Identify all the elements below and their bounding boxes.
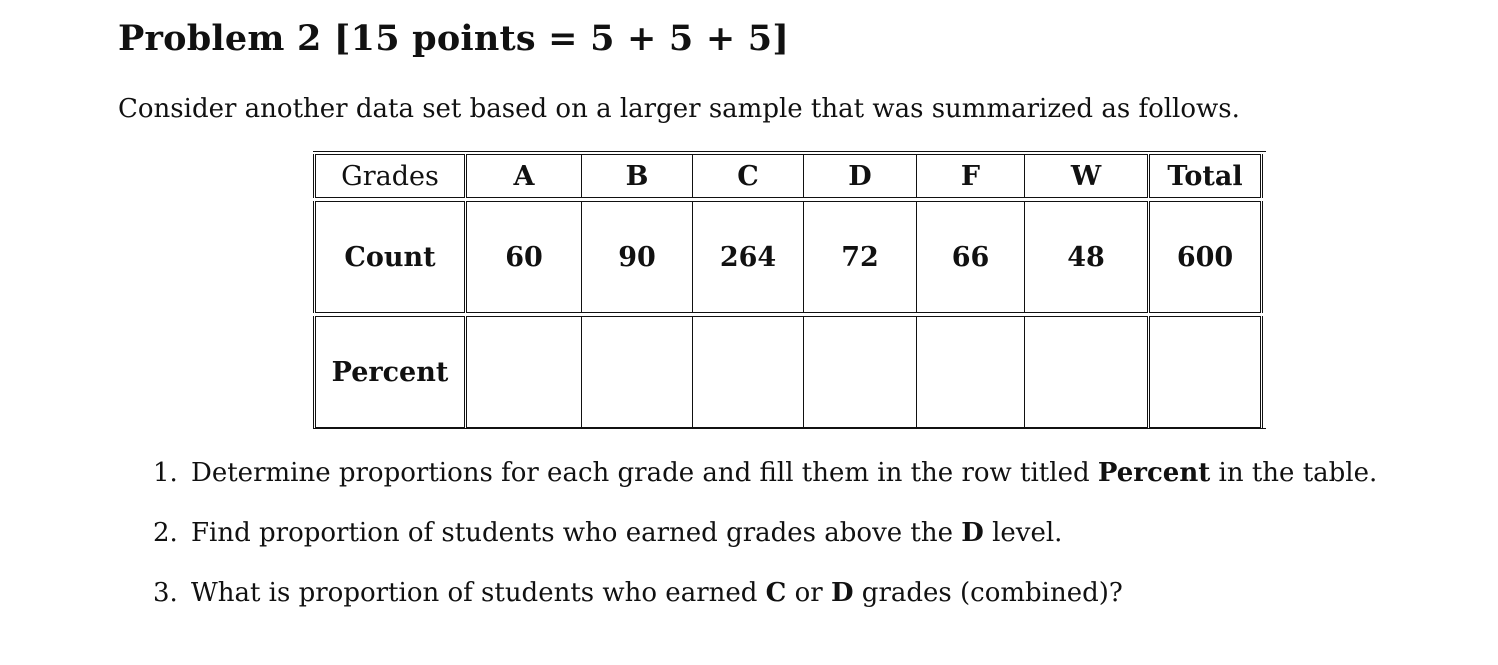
count-cell-f: 66 [917, 202, 1025, 313]
percent-cell-total [1149, 317, 1262, 428]
question-item [153, 578, 1377, 638]
count-cell-total: 600 [1149, 202, 1262, 313]
percent-cell-w [1025, 317, 1149, 428]
table-top-rule [313, 151, 1266, 152]
question-bold-term: D [961, 518, 984, 548]
table-header-row [315, 155, 1262, 198]
question-number: 1. [153, 458, 178, 488]
count-label-cell: Count [315, 202, 466, 313]
question-text: grades (combined)? [853, 578, 1123, 608]
question-text: or [786, 578, 831, 608]
problem-heading [118, 18, 789, 59]
question-number: 2. [153, 518, 178, 548]
header-label-cell: Grades [315, 155, 466, 198]
question-item [153, 458, 1377, 518]
count-cell-d: 72 [804, 202, 917, 313]
percent-cell-d [804, 317, 917, 428]
question-text: Find proportion of students who earned grades above the [191, 518, 962, 548]
count-cell-a: 60 [466, 202, 582, 313]
percent-cell-a [466, 317, 582, 428]
percent-label-cell: Percent [315, 317, 466, 428]
question-text: What is proportion of students who earned [191, 578, 766, 608]
count-cell-b: 90 [582, 202, 693, 313]
problem-points: [15 points = 5 + 5 + 5] [333, 18, 790, 59]
intro-text: Consider another data set based on a larger sample that was summarized as follows. [118, 94, 1240, 124]
question-text: in the table. [1210, 458, 1378, 488]
question-number: 3. [153, 578, 178, 608]
col-header-total: Total [1149, 155, 1262, 198]
question-text: level. [983, 518, 1063, 548]
question-bold-term: Percent [1097, 458, 1211, 488]
grades-table [313, 154, 1263, 428]
percent-row [315, 317, 1262, 428]
col-header-w: W [1025, 155, 1149, 198]
count-cell-c: 264 [693, 202, 804, 313]
col-header-c: C [693, 155, 804, 198]
col-header-a: A [466, 155, 582, 198]
percent-cell-b [582, 317, 693, 428]
col-header-b: B [582, 155, 693, 198]
percent-cell-c [693, 317, 804, 428]
col-header-d: D [804, 155, 917, 198]
table-bottom-rule [313, 428, 1266, 429]
col-header-f: F [917, 155, 1025, 198]
question-bold-term: C [765, 578, 787, 608]
question-text: Determine proportions for each grade and fill them in the row titled [191, 458, 1098, 488]
count-row [315, 202, 1262, 313]
question-bold-term: D [831, 578, 854, 608]
question-list [153, 458, 1377, 638]
percent-cell-f [917, 317, 1025, 428]
count-cell-w: 48 [1025, 202, 1149, 313]
problem-title: Problem 2 [118, 18, 322, 59]
question-item [153, 518, 1377, 578]
